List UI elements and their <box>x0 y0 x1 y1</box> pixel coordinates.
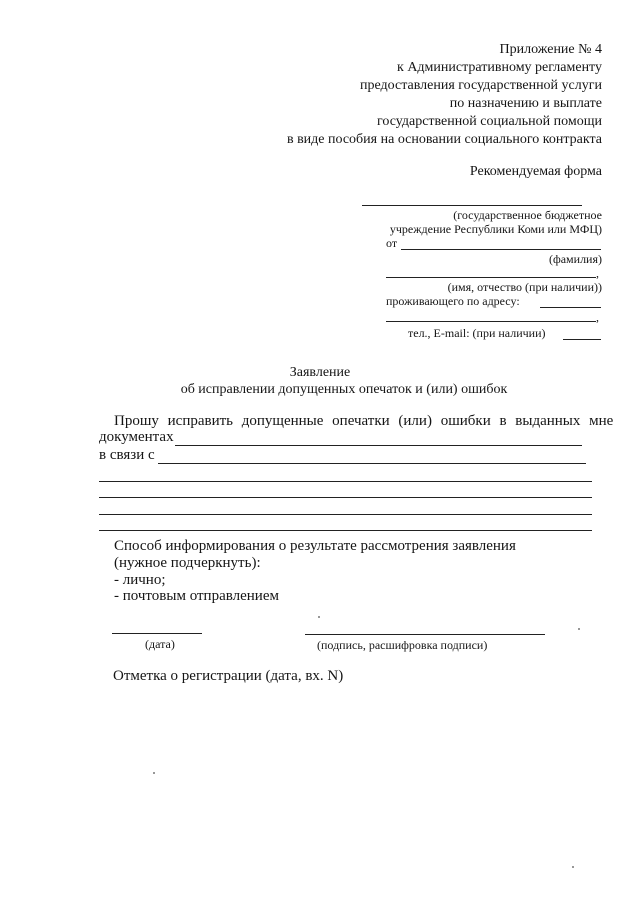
regulation-reference: к Административному регламенту <box>397 60 602 75</box>
institution-caption-2: учреждение Республики Коми или МФЦ) <box>389 222 602 236</box>
assignment-line: по назначению и выплате <box>449 96 602 111</box>
recommended-form-note: Рекомендуемая форма <box>469 164 602 179</box>
name-line[interactable] <box>386 277 596 278</box>
contract-line: в виде пособия на основании социального контракта <box>286 132 602 147</box>
date-line[interactable] <box>112 633 202 634</box>
registration-note: Отметка о регистрации (дата, вх. N) <box>113 668 344 684</box>
scan-speck <box>572 866 574 868</box>
surname-caption: (фамилия) <box>548 252 602 266</box>
from-label: от <box>386 236 398 250</box>
service-line: предоставления государственной услуги <box>360 78 602 93</box>
address-label: проживающего по адресу: <box>386 294 520 308</box>
reason-line[interactable] <box>158 463 586 464</box>
document-subtitle: об исправлении допущенных опечаток и (или) ошибок <box>180 382 508 397</box>
documents-line[interactable] <box>175 445 582 446</box>
name-line-comma: , <box>596 266 599 280</box>
social-aid-line: государственной социальной помощи <box>376 114 602 129</box>
reason-label: в связи с <box>99 447 155 463</box>
notification-heading: Способ информирования о результате рассмотрения заявления <box>114 538 516 554</box>
address-line-comma: , <box>596 310 599 324</box>
notification-hint: (нужное подчеркнуть): <box>114 555 261 571</box>
document-title: Заявление <box>289 365 351 380</box>
institution-caption-1: (государственное бюджетное <box>453 208 602 222</box>
signature-caption: (подпись, расшифровка подписи) <box>317 638 488 652</box>
contact-line[interactable] <box>563 339 601 340</box>
request-text: Прошу исправить допущенные опечатки (или) ошибки в выданных мне <box>114 413 614 429</box>
reason-line-3[interactable] <box>99 497 592 498</box>
address-line-1[interactable] <box>540 307 601 308</box>
address-line-2[interactable] <box>386 321 596 322</box>
scan-speck <box>318 616 320 618</box>
reason-line-5[interactable] <box>99 530 592 531</box>
scan-speck <box>153 772 155 774</box>
institution-line[interactable] <box>362 205 582 206</box>
from-line[interactable] <box>401 249 601 250</box>
reason-line-4[interactable] <box>99 514 592 515</box>
reason-line-2[interactable] <box>99 481 592 482</box>
appendix-number: Приложение № 4 <box>499 42 602 57</box>
option-by-mail[interactable]: - почтовым отправлением <box>114 588 279 604</box>
documents-label: документах <box>99 429 174 445</box>
option-in-person[interactable]: - лично; <box>114 572 166 588</box>
name-caption: (имя, отчество (при наличии)) <box>447 280 602 294</box>
signature-line[interactable] <box>305 634 545 635</box>
contact-label: тел., E-mail: (при наличии) <box>408 326 546 340</box>
date-caption: (дата) <box>145 637 175 651</box>
scan-speck <box>578 628 580 630</box>
